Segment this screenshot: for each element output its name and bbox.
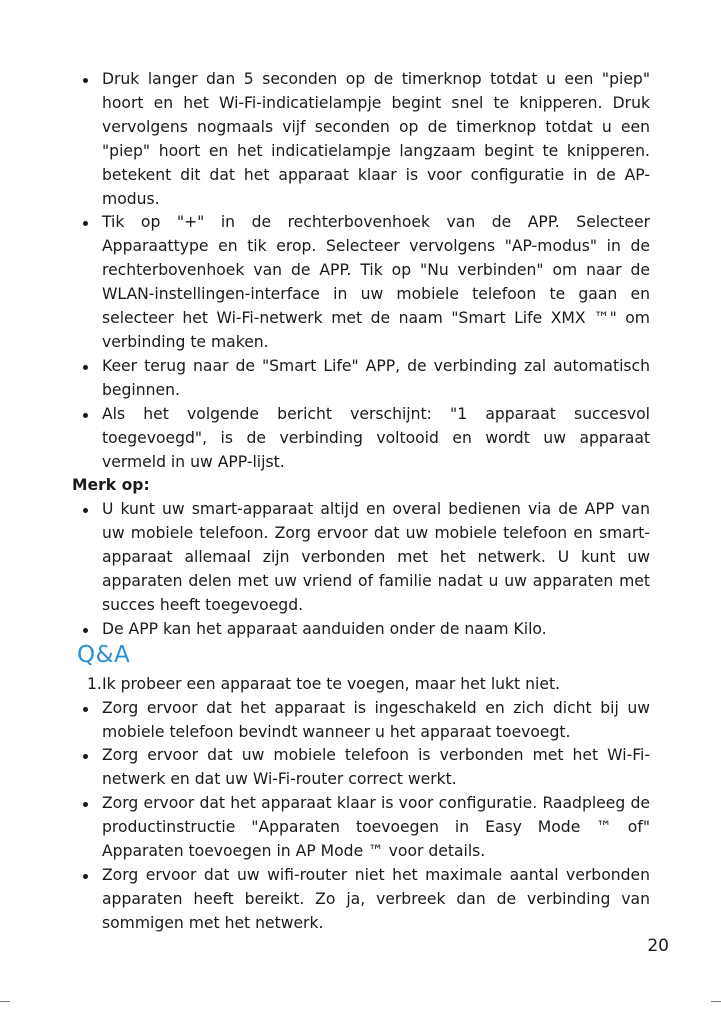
setup-step-item: Tik op "+" in de rechterbovenhoek van de APP. Selecteer Apparaattype en tik erop. Selecteer vervolgens "AP-modus" in de rechterbovenhoek van de APP. Tik op "Nu verbinden" om naar de WLAN-instellingen-interface in uw mobiele telefoon te gaan en selecteer het Wi-Fi-netwerk met de naam "Smart Life XMX ™" om verbinding te maken. (72, 211, 650, 354)
qa-question (72, 673, 650, 697)
setup-step-item: Als het volgende bericht verschijnt: "1 apparaat succesvol toegevoegd", is de verbinding voltooid en wordt uw apparaat vermeld in uw APP-lijst. (72, 403, 650, 475)
qa-title: Q&A (77, 641, 131, 668)
qa-answer-item: Zorg ervoor dat het apparaat klaar is voor configuratie. Raadpleeg de productinstructie "Apparaten toevoegen in Easy Mode ™ of" Apparaten toevoegen in AP Mode ™ voor details. (72, 792, 650, 864)
qa-question-list (72, 673, 650, 697)
crop-mark (711, 1001, 721, 1002)
page-content (72, 68, 650, 936)
note-item: U kunt uw smart-apparaat altijd en overal bedienen via de APP van uw mobiele telefoon. Zorg ervoor dat uw mobiele telefoon en smart-apparaat allemaal zijn verbonden met het netwerk. U kunt uw apparaten delen met uw vriend of familie nadat u uw apparaten met succes heeft toegevoegd. (72, 498, 650, 618)
qa-answer-item: Zorg ervoor dat uw wifi-router niet het maximale aantal verbonden apparaten heeft bereikt. Zo ja, verbreek dan de verbinding van sommigen met het netwerk. (72, 864, 650, 936)
note-heading: Merk op: (72, 476, 150, 495)
note-item: De APP kan het apparaat aanduiden onder de naam Kilo. (72, 618, 650, 642)
page-number: 20 (647, 936, 669, 956)
crop-mark (0, 1001, 10, 1002)
setup-step-item: Druk langer dan 5 seconden op de timerknop totdat u een "piep" hoort en het Wi-Fi-indicatielampje begint snel te knipperen. Druk vervolgens nogmaals vijf seconden op de timerknop totdat u een "piep" hoort en het indicatielampje langzaam begint te knipperen. betekent dit dat het apparaat klaar is voor configuratie in de AP-modus. (72, 68, 650, 211)
qa-answers-list (72, 697, 650, 936)
note-list (72, 498, 650, 641)
qa-question-text: Ik probeer een apparaat toe te voegen, maar het lukt niet. (102, 674, 561, 693)
qa-answer-item: Zorg ervoor dat het apparaat is ingeschakeld en zich dicht bij uw mobiele telefoon bevindt wanneer u het apparaat toevoegt. (72, 697, 650, 745)
qa-question-number: 1. (87, 674, 102, 693)
setup-steps-list (72, 68, 650, 474)
setup-step-item: Keer terug naar de "Smart Life" APP, de verbinding zal automatisch beginnen. (72, 355, 650, 403)
qa-answer-item: Zorg ervoor dat uw mobiele telefoon is verbonden met het Wi-Fi-netwerk en dat uw Wi-Fi-router correct werkt. (72, 744, 650, 792)
